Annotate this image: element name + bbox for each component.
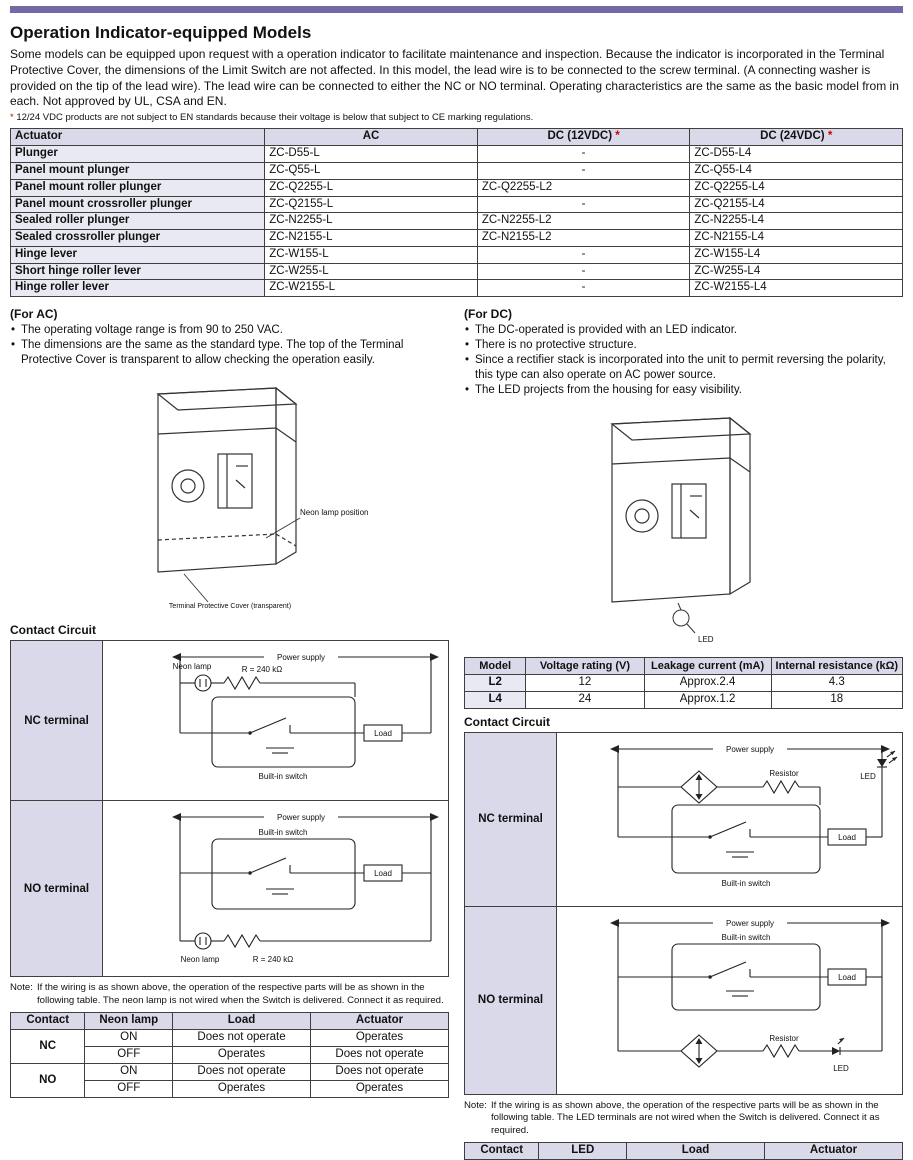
row-header: Sealed crossroller plunger (11, 230, 265, 247)
intro-paragraph: Some models can be equipped upon request with a operation indicator to facilitate maintenance and inspection. Because the indicator is incorporated in the Terminal Protective Cover, the dimensions of the Limit Switch are not affected. In this model, the lead wire is to be connected to the screw terminal. (A connecting washer is provided on the tip of the lead wire). The lead wire can be connected to either the NC or NO terminal. Operating characteristics are the same as the basic model from in each. Not approved by UL, CSA and EN. (10, 47, 899, 109)
column-header: LED (539, 1143, 627, 1160)
neon-lamp-label: Neon lamp (180, 955, 220, 965)
power-supply-label: Power supply (276, 653, 326, 663)
table-row (11, 801, 449, 977)
column-header: Actuator (311, 1013, 449, 1030)
dc-no-circuit-diagram (557, 906, 903, 1094)
for-dc-bullets (464, 323, 903, 398)
no-terminal-label: NO terminal (11, 801, 103, 977)
dc-operation-table (464, 1142, 903, 1160)
table-row (11, 162, 903, 179)
bullet-item: • There is no protective structure. (464, 338, 903, 353)
led-label: LED (832, 1063, 849, 1073)
switch-body-outline (158, 388, 296, 572)
cell: ZC-N2155-L4 (690, 230, 903, 247)
cell: ZC-N2155-L (265, 230, 478, 247)
row-header: L2 (465, 674, 526, 691)
cell: - (477, 280, 690, 297)
column-header: DC (12VDC) * (477, 129, 690, 146)
cell: ZC-D55-L (265, 146, 478, 163)
table-row (11, 246, 903, 263)
load-label: Load (374, 869, 392, 879)
cell: ZC-Q2255-L4 (690, 179, 903, 196)
column-header: Load (173, 1013, 311, 1030)
power-supply-label: Power supply (725, 918, 774, 928)
load-label: Load (837, 832, 856, 842)
column-header: Load (627, 1143, 765, 1160)
for-ac-column (10, 305, 449, 1160)
row-header: Sealed roller plunger (11, 213, 265, 230)
cell: ZC-Q2155-L4 (690, 196, 903, 213)
row-header: Panel mount roller plunger (11, 179, 265, 196)
table-row (11, 280, 903, 297)
table-row (465, 732, 903, 906)
cell: ZC-W2155-L (265, 280, 478, 297)
cell: Approx.2.4 (644, 674, 771, 691)
arrowheads-led-and-contact-dot (610, 745, 897, 839)
cell: Operates (173, 1081, 311, 1098)
column-header: Contact (465, 1143, 539, 1160)
table-row (11, 230, 903, 247)
column-header: Model (465, 657, 526, 674)
table-row (11, 641, 449, 801)
table-row (11, 179, 903, 196)
ac-note (10, 982, 449, 1007)
dc-contact-circuit-table (464, 732, 903, 1095)
two-column-layout (10, 305, 903, 1160)
cell: ZC-D55-L4 (690, 146, 903, 163)
cell: 12 (526, 674, 644, 691)
table-row (465, 691, 903, 708)
note-label: Note: (10, 982, 33, 994)
led-magnifier-icon (673, 603, 695, 633)
dc-note (464, 1100, 903, 1137)
cell: Operates (311, 1030, 449, 1047)
resistor-label: Resistor (768, 768, 799, 778)
resistor-value-label: R = 240 kΩ (252, 955, 294, 965)
column-header: Actuator (11, 129, 265, 146)
for-ac-bullets (10, 323, 449, 368)
table-row (11, 196, 903, 213)
table-row (465, 674, 903, 691)
models-table (10, 128, 903, 297)
for-dc-heading: (For DC) (464, 307, 512, 322)
cell: - (477, 196, 690, 213)
ac-no-circuit (108, 805, 443, 967)
table-header-row (465, 1143, 903, 1160)
cell: ZC-W255-L (265, 263, 478, 280)
dc-switch-drawing (534, 404, 834, 648)
row-header: NO (11, 1064, 85, 1098)
circuit-wires (180, 657, 431, 767)
table-row (11, 1030, 449, 1047)
cell: Does not operate (311, 1047, 449, 1064)
cell: ZC-N2255-L (265, 213, 478, 230)
neon-lamp-position-label: Neon lamp position (299, 508, 368, 518)
cell: ZC-Q55-L (265, 162, 478, 179)
ac-operation-table (10, 1012, 449, 1098)
cell: ZC-W2155-L4 (690, 280, 903, 297)
cell: Approx.1.2 (644, 691, 771, 708)
ac-contact-circuit-table (10, 640, 449, 977)
cell: - (477, 246, 690, 263)
cell: ZC-Q55-L4 (690, 162, 903, 179)
dc-contact-circuit-heading: Contact Circuit (464, 714, 551, 729)
no-terminal-label: NO terminal (465, 906, 557, 1094)
cell: Does not operate (173, 1064, 311, 1081)
dc-nc-circuit (560, 737, 900, 897)
table-row (11, 146, 903, 163)
column-header: Actuator (765, 1143, 903, 1160)
cell: 4.3 (771, 674, 902, 691)
row-header: Panel mount plunger (11, 162, 265, 179)
cell: ON (85, 1030, 173, 1047)
column-header: DC (24VDC) * (690, 129, 903, 146)
led-label: LED (697, 634, 714, 644)
bullet-item: • The dimensions are the same as the standard type. The top of the Terminal Protective Cover is transparent to allow checking the operation easily. (10, 338, 449, 368)
nc-terminal-label: NC terminal (465, 732, 557, 906)
cell: Operates (311, 1081, 449, 1098)
cell: - (477, 162, 690, 179)
cell: ZC-N2155-L2 (477, 230, 690, 247)
table-row (11, 1064, 449, 1081)
dc-no-circuit (560, 911, 900, 1085)
cell: ZC-N2255-L2 (477, 213, 690, 230)
bullet-item: • The LED projects from the housing for easy visibility. (464, 383, 903, 398)
led-spec-table (464, 657, 903, 709)
cell: OFF (85, 1047, 173, 1064)
cell: 18 (771, 691, 902, 708)
note-label: Note: (464, 1099, 487, 1111)
ac-nc-circuit (108, 645, 443, 791)
cell: ZC-Q2155-L (265, 196, 478, 213)
bullet-item: • Since a rectifier stack is incorporated into the unit to permit reversing the polarity, this type can also operate on AC power source. (464, 353, 903, 383)
nc-terminal-label: NC terminal (11, 641, 103, 801)
power-supply-label: Power supply (276, 813, 326, 823)
for-dc-column (464, 305, 903, 1160)
cell: ZC-N2255-L4 (690, 213, 903, 230)
cell: ZC-Q2255-L2 (477, 179, 690, 196)
ac-contact-circuit-heading: Contact Circuit (10, 623, 97, 638)
built-in-switch-label: Built-in switch (721, 932, 770, 942)
footnote-asterisk: * (10, 112, 14, 124)
table-row (11, 213, 903, 230)
built-in-switch-label: Built-in switch (258, 828, 308, 838)
table-header-row (11, 1013, 449, 1030)
cell: Does not operate (173, 1030, 311, 1047)
circuit-wires (618, 923, 882, 1067)
top-accent-bar (10, 6, 903, 13)
cell: Operates (173, 1047, 311, 1064)
power-supply-label: Power supply (725, 744, 774, 754)
column-header: Contact (11, 1013, 85, 1030)
row-header: NC (11, 1030, 85, 1064)
footnote (10, 112, 903, 123)
dc-switch-figure (464, 404, 903, 653)
note-text: If the wiring is as shown above, the operation of the respective parts will be as shown in the following table. The neon lamp is not wired when the Switch is delivered. Connect it as required. (36, 982, 444, 1006)
for-ac-heading: (For AC) (10, 307, 58, 322)
cell: - (477, 263, 690, 280)
row-header: Short hinge roller lever (11, 263, 265, 280)
built-in-switch-label: Built-in switch (721, 878, 770, 888)
ac-nc-circuit-diagram (103, 641, 449, 801)
bullet-item: • The DC-operated is provided with an LED indicator. (464, 323, 903, 338)
row-header: Hinge lever (11, 246, 265, 263)
ac-no-circuit-diagram (103, 801, 449, 977)
circuit-wires (618, 749, 897, 873)
cell: ZC-Q2255-L (265, 179, 478, 196)
cell: Does not operate (311, 1064, 449, 1081)
column-header: AC (265, 129, 478, 146)
ac-switch-drawing (80, 374, 380, 612)
row-header: L4 (465, 691, 526, 708)
row-header: Hinge roller lever (11, 280, 265, 297)
cell: 24 (526, 691, 644, 708)
load-label: Load (837, 972, 856, 982)
note-text: If the wiring is as shown above, the operation of the respective parts will be as shown in the following table. The LED terminals are not wired when the Switch is delivered. Connect it as required. (490, 1099, 880, 1136)
resistor-value-label: R = 240 kΩ (241, 665, 283, 675)
cell: ZC-W255-L4 (690, 263, 903, 280)
built-in-switch-label: Built-in switch (258, 772, 308, 782)
column-header: Neon lamp (85, 1013, 173, 1030)
bullet-item: • The operating voltage range is from 90 to 250 VAC. (10, 323, 449, 338)
footnote-text: 12/24 VDC products are not subject to EN standards because their voltage is below that subject to CE marking regulations. (16, 112, 534, 124)
terminal-cover-label: Terminal Protective Cover (transparent) (168, 603, 291, 611)
load-label: Load (374, 729, 392, 739)
column-header: Leakage current (mA) (644, 657, 771, 674)
cell: - (477, 146, 690, 163)
page-title: Operation Indicator-equipped Models (10, 23, 312, 42)
cell: OFF (85, 1081, 173, 1098)
ac-switch-figure (10, 374, 449, 617)
row-header: Panel mount crossroller plunger (11, 196, 265, 213)
cell: ZC-W155-L (265, 246, 478, 263)
led-label: LED (859, 771, 876, 781)
table-row (11, 263, 903, 280)
switch-body-outline (612, 418, 750, 602)
cell: ON (85, 1064, 173, 1081)
dc-nc-circuit-diagram (557, 732, 903, 906)
column-header: Voltage rating (V) (526, 657, 644, 674)
row-header: Plunger (11, 146, 265, 163)
column-header: Internal resistance (kΩ) (771, 657, 902, 674)
table-header-row (11, 129, 903, 146)
cell: ZC-W155-L4 (690, 246, 903, 263)
resistor-label: Resistor (768, 1033, 799, 1043)
table-row (465, 906, 903, 1094)
neon-lamp-label: Neon lamp (172, 662, 212, 672)
table-header-row (465, 657, 903, 674)
